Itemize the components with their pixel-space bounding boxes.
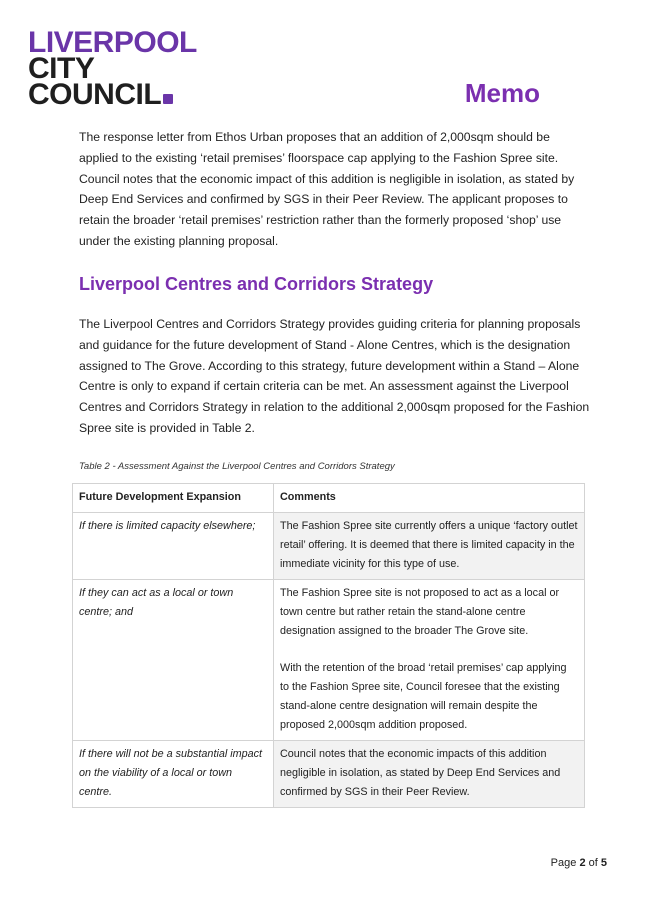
of-label: of	[588, 857, 598, 869]
page-total: 5	[600, 857, 607, 869]
table-header-row	[73, 484, 585, 513]
criterion-cell: If there will not be a substantial impact on the viability of a local or town centre.	[73, 741, 274, 808]
criterion-cell: If there is limited capacity elsewhere;	[73, 513, 274, 580]
logo-line-2: CITY	[28, 51, 95, 85]
page-current: 2	[579, 857, 586, 869]
comment-cell: The Fashion Spree site currently offers a unique ‘factory outlet retail’ offering. It is deemed that there is limited capacity in the immediate vicinity for this type of use.	[274, 513, 585, 580]
logo-line-3	[28, 77, 197, 111]
section-heading: Liverpool Centres and Corridors Strategy	[79, 274, 434, 294]
comment-text-2: With the retention of the broad ‘retail premises’ cap applying to the Fashion Spree site, Council foresee that the existing stand-alone centre designation will remain despite the proposed 2,000sqm addition proposed.	[280, 662, 567, 731]
document-type-title: Memo	[464, 78, 540, 108]
page-number	[551, 857, 607, 869]
table-row	[73, 513, 585, 580]
page-label: Page	[550, 857, 577, 869]
table-row	[73, 580, 585, 741]
logo-line-1: LIVERPOOL	[28, 26, 197, 59]
intro-paragraph: The response letter from Ethos Urban proposes that an addition of 2,000sqm should be applied to the existing ‘retail premises’ floorspace cap applying to the Fashion Spree site. Council notes that the economic impact of this addition is negligible in isolation, as stated by Deep End Services and confirmed by SGS in their Peer Review. The applicant proposes to retain the broader ‘retail premises’ restriction rather than the formerly proposed ‘shop’ use under the existing planning proposal.	[79, 130, 575, 248]
comment-text: The Fashion Spree site is not proposed to act as a local or town centre but rather retain the stand-alone centre designation assigned to the broader The Grove site.	[280, 587, 560, 637]
header-criterion: Future Development Expansion	[73, 484, 274, 513]
criterion-cell: If they can act as a local or town centre; and	[73, 580, 274, 741]
council-logo	[28, 26, 197, 111]
comment-cell: Council notes that the economic impacts of this addition negligible in isolation, as stated by Deep End Services and confirmed by SGS in their Peer Review.	[274, 741, 585, 808]
table-caption: Table 2 - Assessment Against the Liverpool Centres and Corridors Strategy	[79, 461, 395, 472]
logo-line-3-text: COUNCIL	[28, 77, 162, 111]
strategy-paragraph: The Liverpool Centres and Corridors Strategy provides guiding criteria for planning proposals and guidance for the future development of Stand - Alone Centres, which is the designation assigned to The Grove. According to this strategy, future development within a Stand – Alone Centre is only to expand if certain criteria can be met. An assessment against the Liverpool Centres and Corridors Strategy in relation to the additional 2,000sqm proposed for the Fashion Spree site is provided in Table 2.	[79, 317, 590, 435]
header-comments: Comments	[274, 484, 585, 513]
assessment-table	[72, 483, 585, 808]
table-row	[73, 741, 585, 808]
logo-square-icon	[163, 94, 173, 104]
comment-cell	[274, 580, 585, 741]
